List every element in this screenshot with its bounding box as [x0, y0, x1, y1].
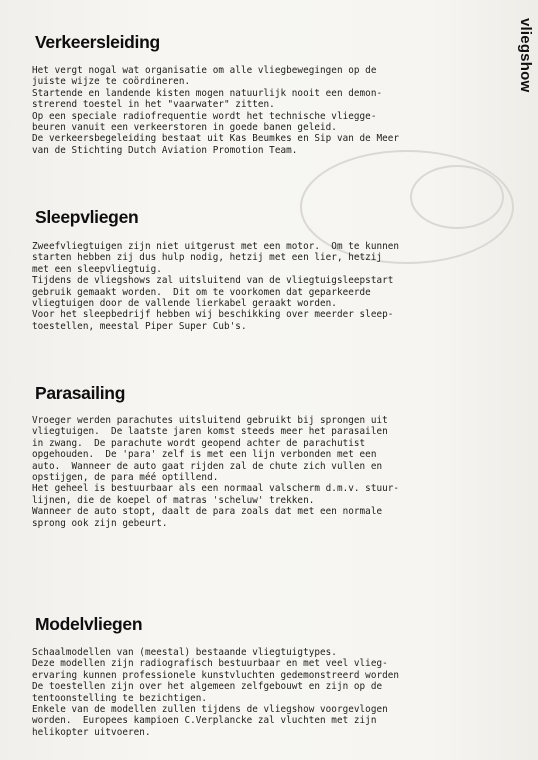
section-parasailing	[32, 382, 510, 529]
paragraph-line: sprong ook zijn gebeurt.	[32, 517, 168, 529]
paragraph-line: De toestellen zijn over het algemeen zelfgebouwt en zijn op de	[32, 681, 383, 693]
paragraph-line: in zwang. De parachute wordt geopend achter de parachutist	[32, 437, 366, 449]
paragraph-line: gebruik gemaakt worden. Dit om te voorkomen dat geparkeerde	[32, 286, 371, 298]
paragraph-line: Deze modellen zijn radiografisch bestuurbaar en met veel vlieg-	[32, 658, 388, 670]
paragraph-line: Zweefvliegtuigen zijn niet uitgerust met een motor. Om te kunnen	[32, 241, 400, 252]
section-heading: Verkeersleiding	[35, 32, 160, 52]
paragraph-line: Tijdens de vliegshows zal uitsluitend van de vliegtuigsleepstart	[32, 275, 394, 287]
paragraph-line: Enkele van de modellen zullen tijdens de vliegshow voorgevlogen	[32, 704, 388, 716]
section-heading: Sleepvliegen	[35, 207, 139, 227]
paragraph-line: Het vergt nogal wat organisatie om alle vliegbewegingen op de	[32, 65, 377, 76]
paragraph-line: Wanneer de auto stopt, daalt de para zoals dat met een normale	[32, 506, 383, 518]
paragraph-line: worden. Europees kampioen C.Verplancke zal vluchten met zijn	[32, 715, 377, 727]
paragraph-line: Op een speciale radiofrequentie wordt het technische vliegge-	[32, 110, 377, 122]
section-verkeersleiding	[32, 31, 510, 156]
paragraph-line: auto. Wanneer de auto gaat rijden zal de chute zich vullen en	[32, 460, 383, 472]
paragraph-line: beuren vanuit een verkeerstoren in goede banen geleid.	[32, 122, 337, 134]
paragraph-line: tentoonstelling te bezichtigen.	[32, 692, 208, 704]
section-heading: Parasailing	[35, 383, 126, 403]
paragraph-line: vliegtuigen. De laatste jaren komst steeds meer het parasailen	[32, 426, 388, 438]
side-tab-label: vliegshow	[517, 18, 534, 93]
paragraph-line: De verkeersbegeleiding bestaat uit Kas Beumkes en Sip van de Meer	[32, 133, 400, 145]
section-modelvliegen	[32, 613, 510, 738]
paragraph-line: opstijgen, de para méé optillend.	[32, 472, 219, 484]
paragraph-line: vliegtuigen door de vallende lierkabel geraakt worden.	[32, 298, 337, 310]
paragraph-line: met een sleepvliegtuig.	[32, 263, 162, 275]
paragraph-line: Schaalmodellen van (meestal) bestaande vliegtuigtypes.	[32, 647, 337, 658]
paragraph-line: helikopter uitvoeren.	[32, 726, 151, 738]
paragraph-line: Startende en landende kisten mogen natuurlijk nooit een demon-	[32, 87, 383, 99]
section-sleepvliegen	[32, 206, 510, 332]
paragraph-line: juiste wijze te coördineren.	[32, 76, 191, 88]
paragraph-line: toestellen, meestal Piper Super Cub's.	[32, 320, 247, 332]
paragraph-line: strerend toestel in het "vaarwater" zitten.	[32, 99, 275, 111]
paragraph-line: starten hebben zij dus hulp nodig, hetzij met een lier, hetzij	[32, 252, 383, 264]
section-heading: Modelvliegen	[35, 614, 143, 634]
paragraph-line: Het geheel is bestuurbaar als een normaal valscherm d.m.v. stuur-	[32, 483, 400, 495]
paragraph-line: Voor het sleepbedrijf hebben wij beschikking over meerder sleep-	[32, 309, 394, 321]
paragraph-line: Vroeger werden parachutes uitsluitend gebruikt bij sprongen uit	[32, 415, 388, 426]
side-tab	[514, 18, 536, 128]
paragraph-line: van de Stichting Dutch Aviation Promotion Team.	[32, 144, 298, 156]
paragraph-line: ervaring kunnen professionele kunstvluchten gedemonstreerd worden	[32, 669, 400, 681]
paragraph-line: lijnen, die de koepel of matras 'scheluw' trekken.	[32, 494, 315, 506]
paragraph-line: opgehouden. De 'para' zelf is met een lijn verbonden met een	[32, 449, 377, 461]
